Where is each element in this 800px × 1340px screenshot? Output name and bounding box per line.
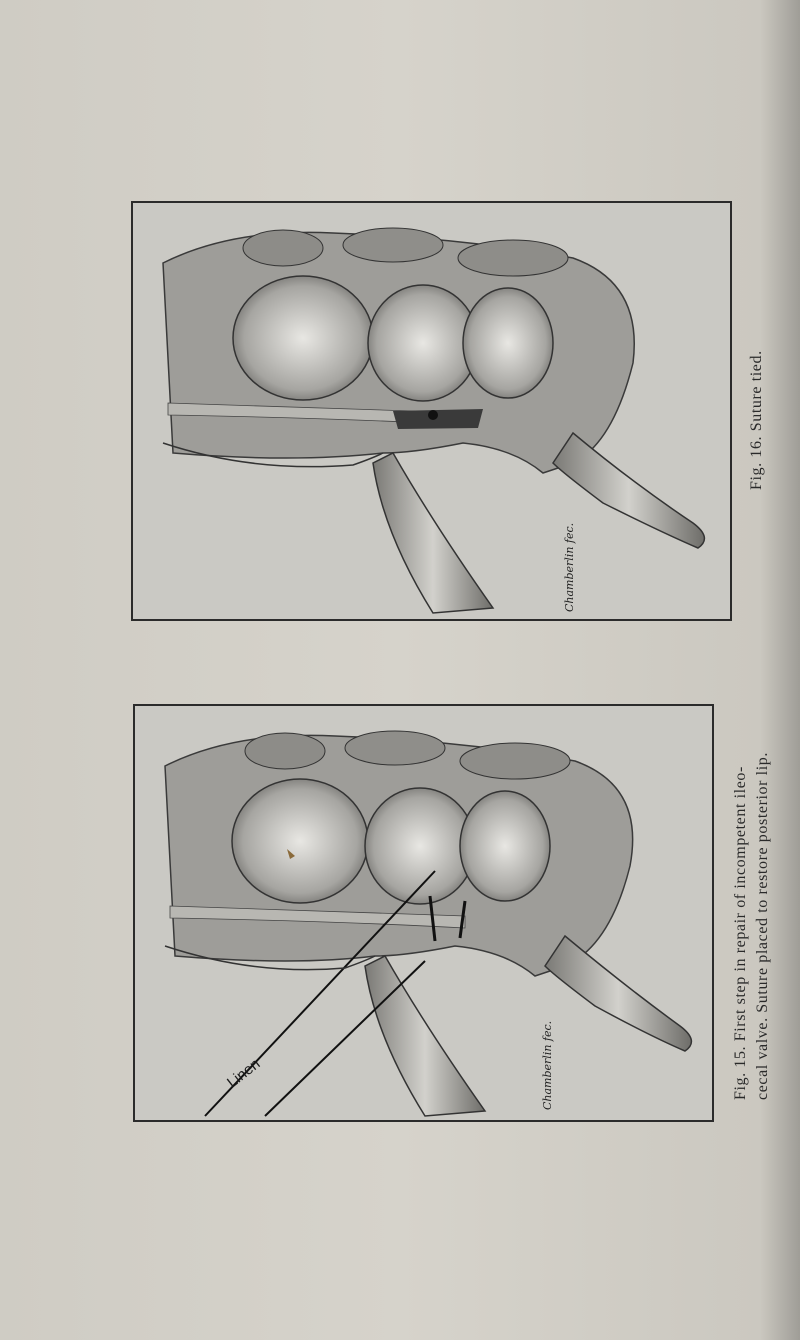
figure-16-illustration — [131, 201, 732, 621]
figure-15-caption-line-1: Fig. 15. First step in repair of incompetent ileo- — [732, 766, 749, 1100]
figure-16-caption: Fig. 16. Suture tied. — [748, 350, 765, 490]
linen-label: Linen — [224, 1055, 264, 1092]
figure-15-caption-line-2: cecal valve. Suture placed to restore posterior lip. — [754, 752, 771, 1100]
figure-15-illustration — [133, 704, 714, 1122]
artist-signature-16: Chamberlin fec. — [563, 522, 576, 612]
artist-signature-15: Chamberlin fec. — [541, 1020, 554, 1110]
colon-drawing-tied — [133, 203, 730, 619]
colon-drawing-suture — [135, 706, 712, 1120]
